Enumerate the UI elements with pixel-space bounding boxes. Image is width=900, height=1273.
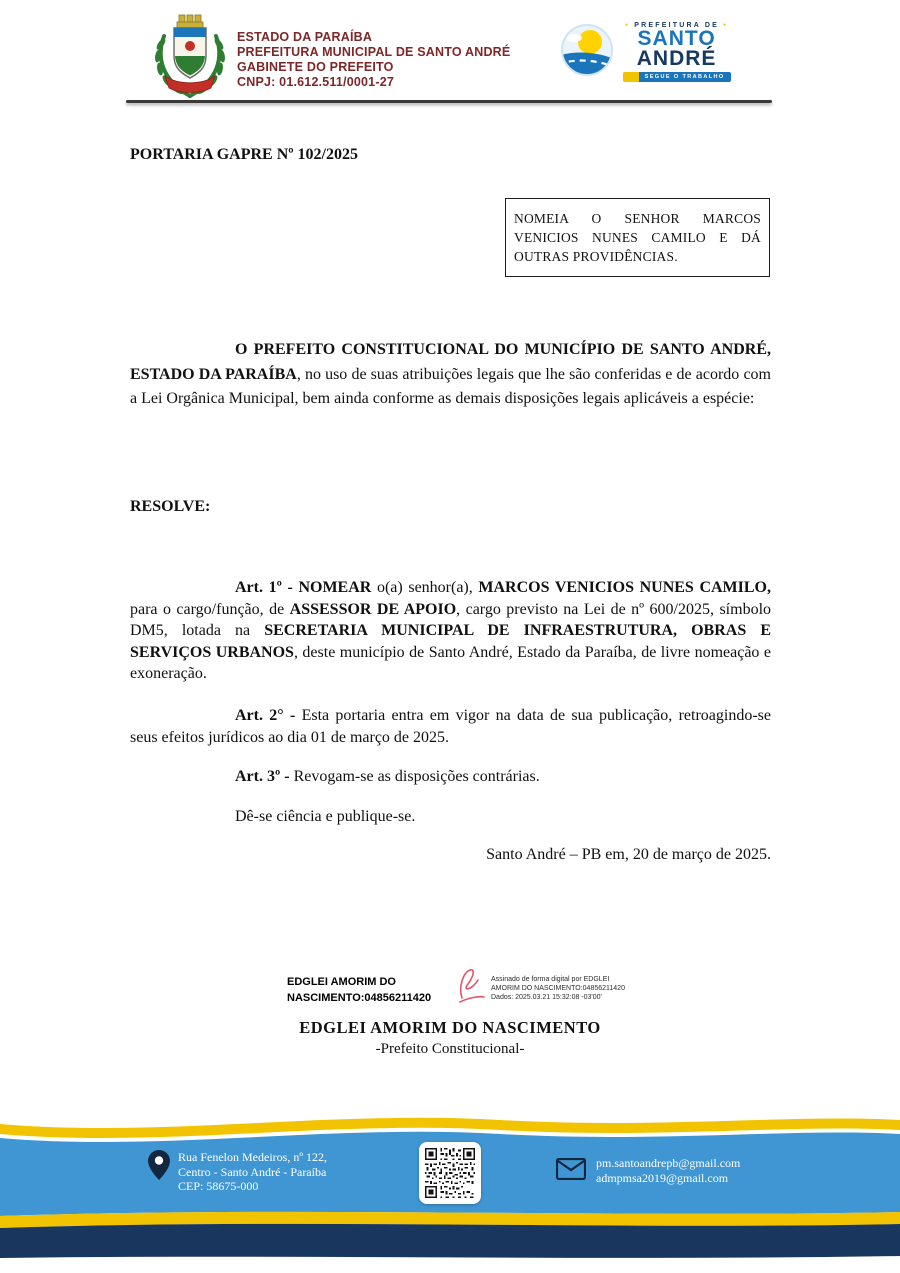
email-line: pm.santoandrepb@gmail.com <box>596 1156 741 1170</box>
preamble-text: , no uso de suas atribuições legais que lhe são conferidas e de acordo com a Lei Orgânica Municipal, bem ainda conforme as demais disposições legais aplicáveis a espécie: <box>130 365 771 407</box>
summary-box <box>505 198 770 277</box>
logo-name-andre: ANDRÉ <box>636 47 717 70</box>
city-logo-text <box>621 22 732 82</box>
digital-signature-name-line: NASCIMENTO:04856211420 <box>287 992 432 1004</box>
closing-line: Dê-se ciência e publique-se. <box>235 808 416 825</box>
article-2-text: Esta portaria entra em vigor na data de sua publicação, retroagindo-se seus efeitos jurídicos ao dia 01 de março de 2025. <box>130 707 771 746</box>
digital-signature-detail-line: Dados: 2025.03.21 15:32:08 -03'00' <box>491 994 602 1001</box>
article-3-paragraph <box>130 768 771 786</box>
org-line-city-hall: PREFEITURA MUNICIPAL DE SANTO ANDRÉ <box>237 45 511 59</box>
article-1-text: para o cargo/função, de <box>130 600 290 618</box>
summary-line: VENICIOS NUNES CAMILO E DÁ <box>514 230 761 245</box>
digital-signature <box>287 966 656 1013</box>
digital-signature-detail-line: AMORIM DO NASCIMENTO:04856211420 <box>491 985 625 992</box>
address-lines <box>178 1150 327 1194</box>
tagline-text: SEGUE O TRABALHO <box>639 72 731 82</box>
org-line-state: ESTADO DA PARAÍBA <box>237 30 373 44</box>
article-1-paragraph <box>130 577 771 685</box>
article-3-label: Art. 3º - <box>235 768 290 785</box>
tagline-yellow-bar <box>623 72 639 82</box>
summary-line: NOMEIA O SENHOR MARCOS <box>514 211 761 226</box>
article-1-label: Art. 1º - NOMEAR <box>235 579 372 596</box>
email-lines <box>596 1156 740 1186</box>
preamble-bold: O PREFEITO CONSTITUCIONAL DO MUNICÍPIO DE SANTO ANDRÉ, ESTADO DA PARAÍBA <box>130 341 771 383</box>
signature-scribble-icon <box>449 964 487 1013</box>
address-line: Rua Fenelon Medeiros, nº 122, <box>178 1150 328 1164</box>
location-pin-icon <box>148 1150 170 1185</box>
address-line: CEP: 58675-000 <box>178 1179 259 1193</box>
article-1-text: , cargo previsto na Lei de nº 600/2025, símbolo DM5, lotada na <box>130 600 772 639</box>
address-line: Centro - Santo André - Paraíba <box>178 1164 327 1179</box>
page-footer <box>0 1098 900 1273</box>
article-1-text: o(a) senhor(a), <box>371 579 479 596</box>
qr-code <box>419 1142 481 1204</box>
city-logo <box>560 22 732 82</box>
email-line: admpmsa2019@gmail.com <box>596 1171 729 1185</box>
org-line-office: GABINETE DO PREFEITO <box>237 60 394 74</box>
article-2-label: Art. 2° - <box>235 707 296 724</box>
signer-role: -Prefeito Constitucional- <box>375 1041 525 1057</box>
preamble-paragraph <box>130 338 771 412</box>
org-line-cnpj: CNPJ: 01.612.511/0001-27 <box>237 75 394 89</box>
summary-line: OUTRAS PROVIDÊNCIAS. <box>514 249 678 264</box>
article-1-text: , deste município de Santo André, Estado da Paraíba, de livre nomeação e exoneração. <box>130 643 771 682</box>
email-icon <box>556 1158 586 1185</box>
email-block <box>556 1156 740 1186</box>
article-2-paragraph <box>130 705 771 748</box>
org-identification <box>237 30 510 90</box>
document-title: PORTARIA GAPRE Nº 102/2025 <box>130 146 358 163</box>
article-3-text: Revogam-se as disposições contrárias. <box>289 768 540 785</box>
digital-signature-name-line: EDGLEI AMORIM DO <box>287 976 396 988</box>
digital-signature-detail-line: Assinado de forma digital por EDGLEI <box>491 976 610 983</box>
resolve-heading: RESOLVE: <box>130 498 211 515</box>
digital-signature-details <box>491 966 656 1002</box>
digital-signature-name <box>287 966 445 1006</box>
municipal-crest-icon <box>150 12 230 102</box>
dateline: Santo André – PB em, 20 de março de 2025. <box>486 846 771 863</box>
header-divider <box>126 100 772 103</box>
position-name: ASSESSOR DE APOIO <box>289 600 457 618</box>
address-block <box>148 1150 327 1194</box>
department-name: SECRETARIA MUNICIPAL DE INFRAESTRUTURA, OBRAS E SERVIÇOS URBANOS <box>130 622 771 661</box>
sun-road-icon <box>560 23 614 82</box>
appointee-name: MARCOS VENICIOS NUNES CAMILO, <box>478 579 771 596</box>
signer-name: EDGLEI AMORIM DO NASCIMENTO <box>299 1018 601 1037</box>
logo-pretitle: ● PREFEITURA DE ● <box>621 22 732 29</box>
logo-name-santo: SANTO <box>637 27 716 50</box>
logo-tagline <box>623 72 731 82</box>
